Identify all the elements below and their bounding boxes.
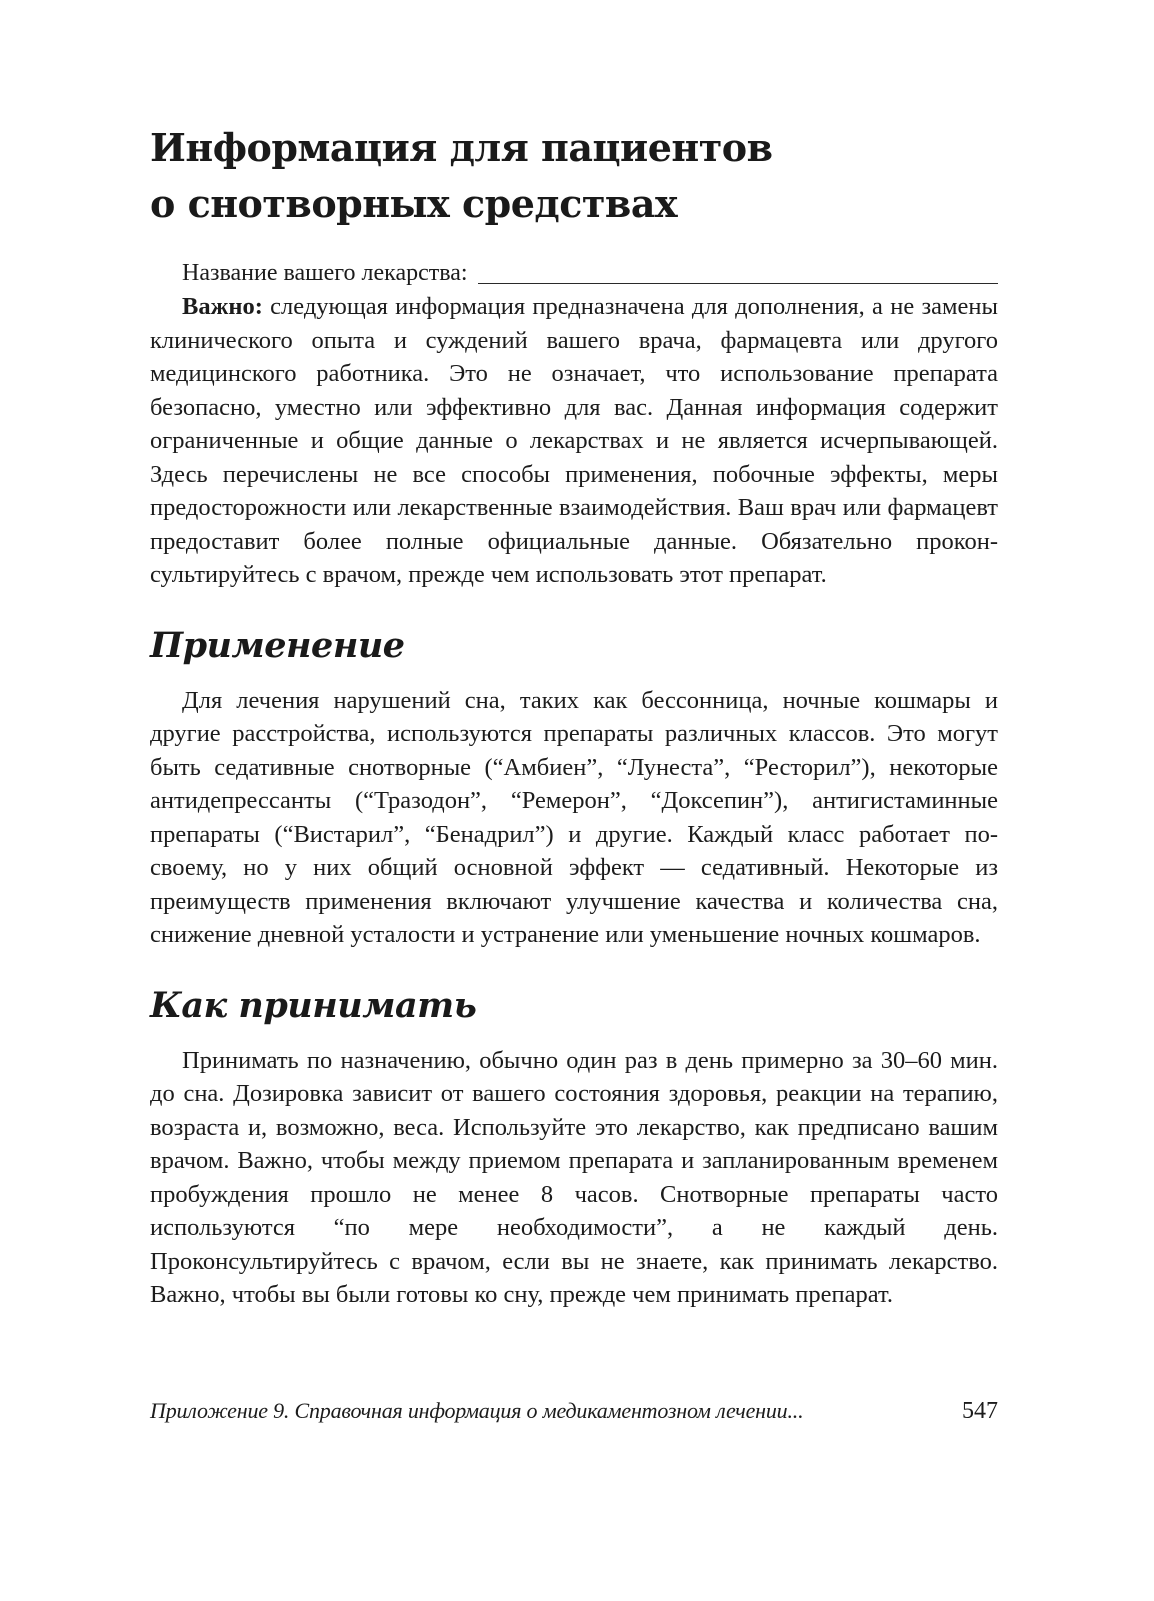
- section-text-usage: Для лечения нарушений сна, таких как бессонница, ночные кошмары и другие расстройства, используются препараты различных классов. Это могут быть седативные снотворные (“Амбиен”, “Лунеста”, “Ресторил”), некоторые антидепрессанты (“Тразодон”, “Ремерон”, “Доксепин”), антигистаминные препараты (“Вистарил”, “Бенадрил”) и другие. Каждый класс работает по-своему, но у них общий основной эффект — седативный. Некоторые из преимуществ применения включают улучшение качества и количества сна, снижение дневной усталости и устранение или уменьшение ночных кошмаров.: [150, 686, 998, 948]
- medication-name-field: [182, 256, 998, 290]
- section-heading-usage: Применение: [150, 624, 405, 666]
- important-label: Важно:: [182, 293, 263, 320]
- page-footer: [150, 1398, 998, 1425]
- section-text-how-to-take: Принимать по назначению, обычно один раз в день примерно за 30–60 мин. до сна. Дозировка зависит от вашего состояния здоровья, реакции на терапию, возраста и, возможно, веса. Используйте это лекарство, как предписано вашим врачом. Важно, чтобы между приемом препарата и запланированным временем пробуждения прошло не менее 8 часов. Снотворные препараты часто используются “по мере необходимости”, а не каждый день. Проконсультируйтесь с врачом, если вы не знаете, как принимать лекарство. Важно, чтобы вы были готовы ко сну, прежде чем принимать препарат.: [150, 1046, 998, 1308]
- page-number: 547: [962, 1398, 998, 1424]
- intro-paragraph: [150, 290, 998, 592]
- page-title-line-2: о снотворных средствах: [150, 181, 678, 226]
- intro-text: следующая информация предназначена для дополнения, а не замены клинического опыта и суждений вашего врача, фармацевта или другого медицинского работника. Это не означает, что использование препарата безопасно, уместно или эффективно для вас. Данная информация содержит ограниченные и общие данные о лекарствах и не является исчерпывающей. Здесь перечислены не все способы применения, побочные эффекты, меры предосторожности или лекарственные взаимодействия. Ваш врач или фармацевт предоставит более полные официальные данные. Обязательно проконсультируйтесь с врачом, прежде чем использовать этот препарат.: [150, 293, 998, 588]
- page-content: [150, 120, 998, 1312]
- page-title-line-1: Информация для пациентов: [150, 125, 773, 170]
- section-heading-how-to-take: Как принимать: [150, 984, 477, 1026]
- medication-name-blank: [478, 259, 998, 284]
- running-footer-title: Приложение 9. Справочная информация о медикаментозном лечении...: [150, 1398, 804, 1423]
- page-title: [150, 120, 998, 232]
- medication-name-label: Название вашего лекарства:: [182, 260, 468, 286]
